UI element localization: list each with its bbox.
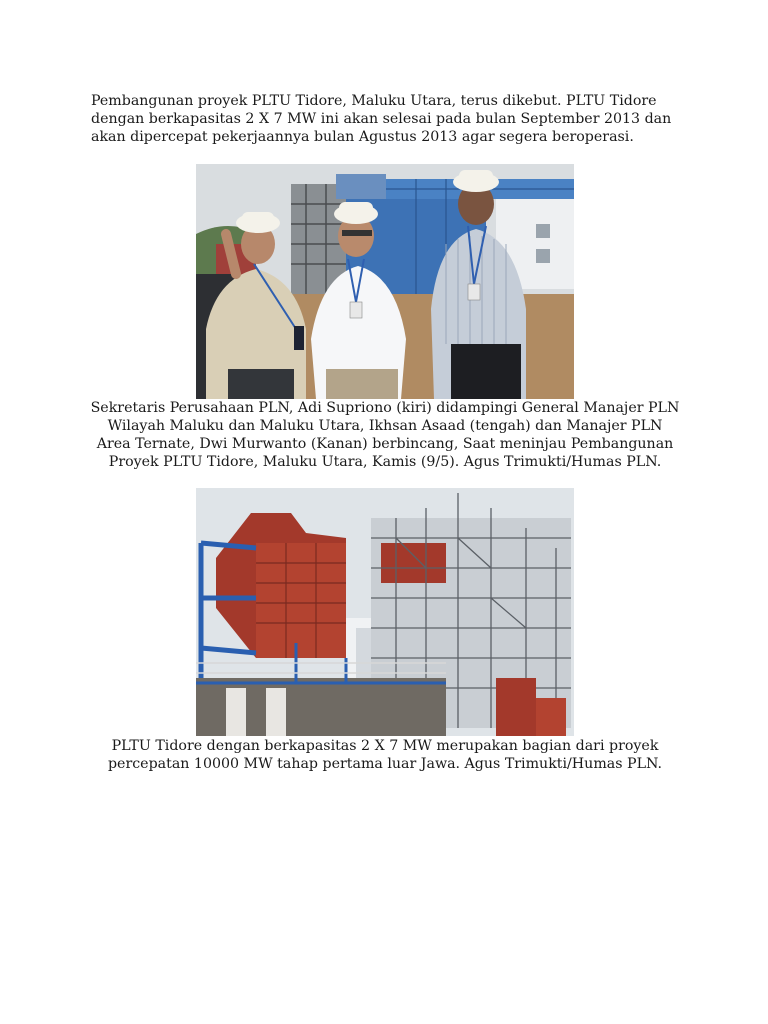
photo-officials-at-site [196,164,574,399]
intro-paragraph: Pembangunan proyek PLTU Tidore, Maluku Utara, terus dikebut. PLTU Tidore dengan berkapasitas 2 X 7 MW ini akan selesai pada bulan September 2013 dan akan dipercepat pekerjaannya bulan Agustus 2013 agar segera beroperasi. [91,93,672,145]
caption-officials: Sekretaris Perusahaan PLN, Adi Supriono (kiri) didampingi General Manajer PLN Wilayah Maluku dan Maluku Utara, Ikhsan Asaad (tengah) dan Manajer PLN Area Ternate, Dwi Murwanto (Kanan) berbincang, Saat meninjau Pembangunan Proyek PLTU Tidore, Maluku Utara, Kamis (9/5). Agus Trimukti/Humas PLN. [90,400,680,470]
caption-power-plant: PLTU Tidore dengan berkapasitas 2 X 7 MW merupakan bagian dari proyek percepatan 10000 MW tahap pertama luar Jawa. Agus Trimukti/Humas PLN. [107,738,663,772]
photo-power-plant-structure [196,488,574,736]
